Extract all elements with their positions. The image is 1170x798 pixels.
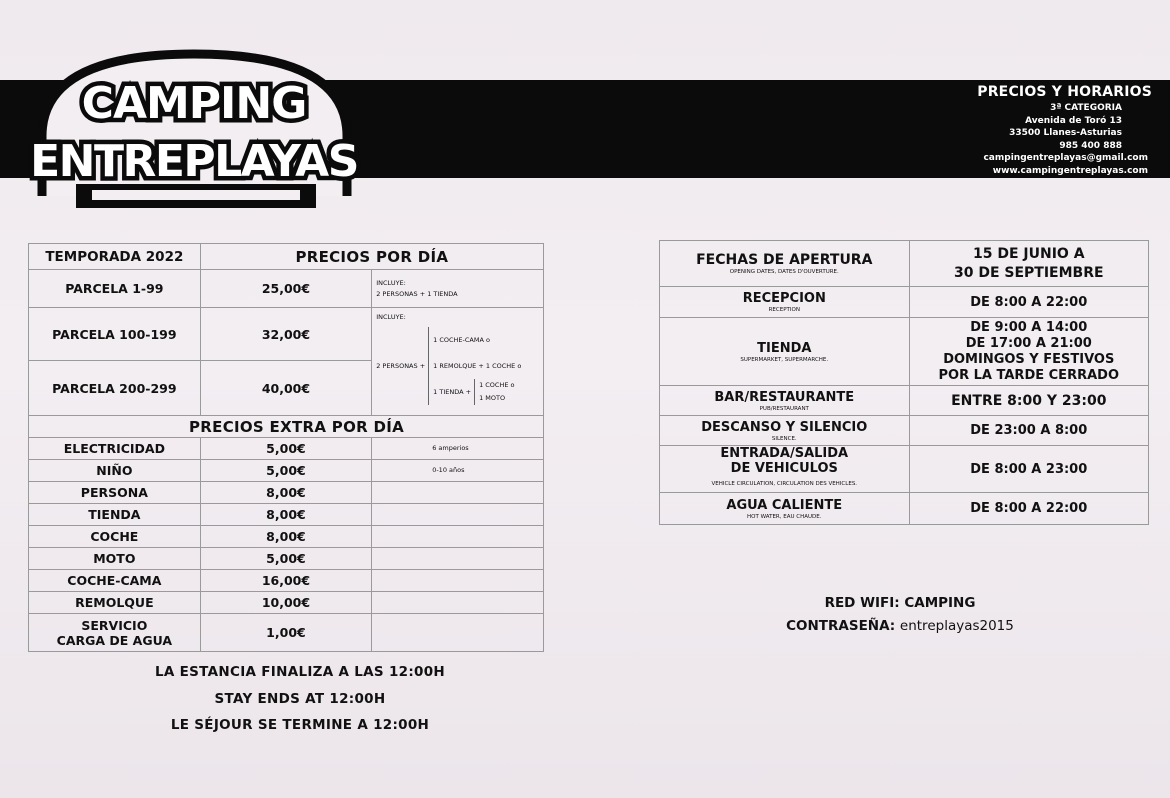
opening-value: [909, 241, 1148, 287]
contact-web: www.campingentreplayas.com: [992, 165, 1148, 176]
camping-logo: [22, 46, 367, 216]
shop-line-4: POR LA TARDE CERRADO: [938, 367, 1119, 383]
rest-sub: SILENCE.: [771, 435, 797, 442]
contact-address: Avenida de Toró 13: [1025, 115, 1122, 126]
extra-price: 5,00€: [200, 548, 372, 570]
shop-sub: SUPERMARKET, SUPERMARCHE.: [740, 356, 829, 363]
contact-email: campingentreplayas@gmail.com: [983, 153, 1148, 163]
plot-1-includes: [372, 270, 544, 308]
shop-line-3: DOMINGOS Y FESTIVOS: [943, 351, 1115, 367]
combo-persons: 2 PERSONAS +: [376, 361, 426, 370]
plot-1-price: 25,00€: [200, 270, 372, 308]
combo-opt-1: 1 COCHE-CAMA o: [433, 336, 490, 344]
extra-price: 5,00€: [200, 438, 372, 460]
water-service-price: 1,00€: [200, 614, 372, 652]
combo-opt-3b: 1 MOTO: [479, 394, 506, 402]
extra-note: [372, 526, 544, 548]
contact-block: [892, 84, 1152, 177]
plot-1-label: PARCELA 1-99: [29, 270, 201, 308]
extra-price: 10,00€: [200, 592, 372, 614]
water-service-note: [372, 614, 544, 652]
vehicles-line-2: DE VEHICULOS: [730, 461, 838, 476]
water-service-line-2: CARGA DE AGUA: [56, 632, 173, 648]
contact-title: PRECIOS Y HORARIOS: [977, 84, 1152, 100]
rest-value: DE 23:00 A 8:00: [909, 416, 1148, 446]
hot-water-label-cell: [660, 493, 910, 525]
extra-header: PRECIOS EXTRA POR DÍA: [29, 416, 544, 438]
water-service-label: [29, 614, 201, 652]
wifi-password-label: CONTRASEÑA:: [786, 618, 896, 634]
extra-price: 16,00€: [200, 570, 372, 592]
extra-label: NIÑO: [29, 460, 201, 482]
water-service-line-1: SERVICIO: [81, 617, 148, 633]
extra-price: 5,00€: [200, 460, 372, 482]
rest-label-cell: [660, 416, 910, 446]
combo-opt-3a: 1 COCHE o: [479, 381, 515, 389]
vehicles-value: DE 8:00 A 23:00: [909, 446, 1148, 493]
extra-note: [372, 548, 544, 570]
plot-1-note: 2 PERSONAS + 1 TIENDA: [376, 289, 458, 298]
extra-price: 8,00€: [200, 482, 372, 504]
shop-label-cell: [660, 318, 910, 386]
bar-label-cell: [660, 386, 910, 416]
combo-opt-3: 1 TIENDA +: [433, 388, 472, 396]
opening-line-1: 15 DE JUNIO A: [973, 245, 1085, 262]
shop-label: TIENDA: [757, 340, 812, 356]
shop-line-2: DE 17:00 A 21:00: [965, 335, 1092, 351]
schedule-table: [659, 240, 1149, 525]
checkout-en: STAY ENDS AT 12:00H: [214, 691, 386, 707]
shop-line-1: DE 9:00 A 14:00: [970, 319, 1088, 335]
shop-value: [909, 318, 1148, 386]
vehicles-sub: VEHICLE CIRCULATION, CIRCULATION DES VEHICLES.: [711, 481, 858, 487]
opening-label-cell: [660, 241, 910, 287]
combo-opt-2: 1 REMOLQUE + 1 COCHE o: [433, 362, 522, 370]
extra-note: [372, 570, 544, 592]
includes-label: INCLUYE:: [376, 278, 406, 287]
contact-city: 33500 Llanes-Asturias: [1009, 128, 1122, 138]
opening-line-2: 30 DE SEPTIEMBRE: [953, 264, 1104, 281]
per-day-header: PRECIOS POR DÍA: [200, 244, 543, 270]
opening-sub: OPENING DATES, DATES D'OUVERTURE.: [729, 269, 839, 275]
extra-note: 0-10 años: [372, 460, 544, 482]
checkout-fr: LE SÉJOUR SE TERMINE A 12:00H: [170, 717, 430, 733]
reception-value: DE 8:00 A 22:00: [909, 287, 1148, 318]
logo-line-1: CAMPING: [81, 78, 307, 129]
plot-3-price: 40,00€: [200, 361, 372, 416]
prices-table: [28, 243, 544, 652]
vehicles-label-cell: [660, 446, 910, 493]
combo-includes: [372, 308, 544, 416]
extra-label: COCHE-CAMA: [29, 570, 201, 592]
bar-value: ENTRE 8:00 Y 23:00: [909, 386, 1148, 416]
extra-label: TIENDA: [29, 504, 201, 526]
extra-price: 8,00€: [200, 526, 372, 548]
opening-label: FECHAS DE APERTURA: [696, 252, 873, 268]
hot-water-label: AGUA CALIENTE: [726, 497, 843, 513]
extra-label: PERSONA: [29, 482, 201, 504]
wifi-network: RED WIFI: CAMPING: [824, 595, 976, 611]
extra-label: ELECTRICIDAD: [29, 438, 201, 460]
hot-water-sub: HOT WATER, EAU CHAUDE.: [747, 513, 822, 520]
reception-label: RECEPCION: [742, 291, 826, 306]
plot-3-label: PARCELA 200-299: [29, 361, 201, 416]
contact-category: 3ª CATEGORIA: [1050, 103, 1122, 113]
vehicles-line-1: ENTRADA/SALIDA: [720, 446, 849, 461]
extra-label: REMOLQUE: [29, 592, 201, 614]
bar-sub: PUB/RESTAURANT: [759, 405, 809, 412]
rest-label: DESCANSO Y SILENCIO: [701, 419, 868, 435]
extra-price: 8,00€: [200, 504, 372, 526]
wifi-password-line: [760, 618, 1040, 634]
hot-water-value: DE 8:00 A 22:00: [909, 493, 1148, 525]
plot-2-price: 32,00€: [200, 308, 372, 361]
combo-includes-label: INCLUYE:: [376, 313, 406, 321]
extra-note: 6 amperios: [372, 438, 544, 460]
wifi-password: entreplayas2015: [899, 618, 1014, 634]
contact-phone: 985 400 888: [1059, 140, 1122, 151]
reception-label-cell: [660, 287, 910, 318]
extra-note: [372, 504, 544, 526]
reception-sub: RECEPTION: [768, 307, 800, 313]
logo-line-2: ENTREPLAYAS: [30, 136, 358, 187]
extra-label: COCHE: [29, 526, 201, 548]
plot-2-label: PARCELA 100-199: [29, 308, 201, 361]
extra-note: [372, 592, 544, 614]
checkout-es: LA ESTANCIA FINALIZA A LAS 12:00H: [154, 664, 446, 680]
season-header: TEMPORADA 2022: [29, 244, 201, 270]
bar-label: BAR/RESTAURANTE: [714, 389, 855, 405]
extra-note: [372, 482, 544, 504]
extra-label: MOTO: [29, 548, 201, 570]
